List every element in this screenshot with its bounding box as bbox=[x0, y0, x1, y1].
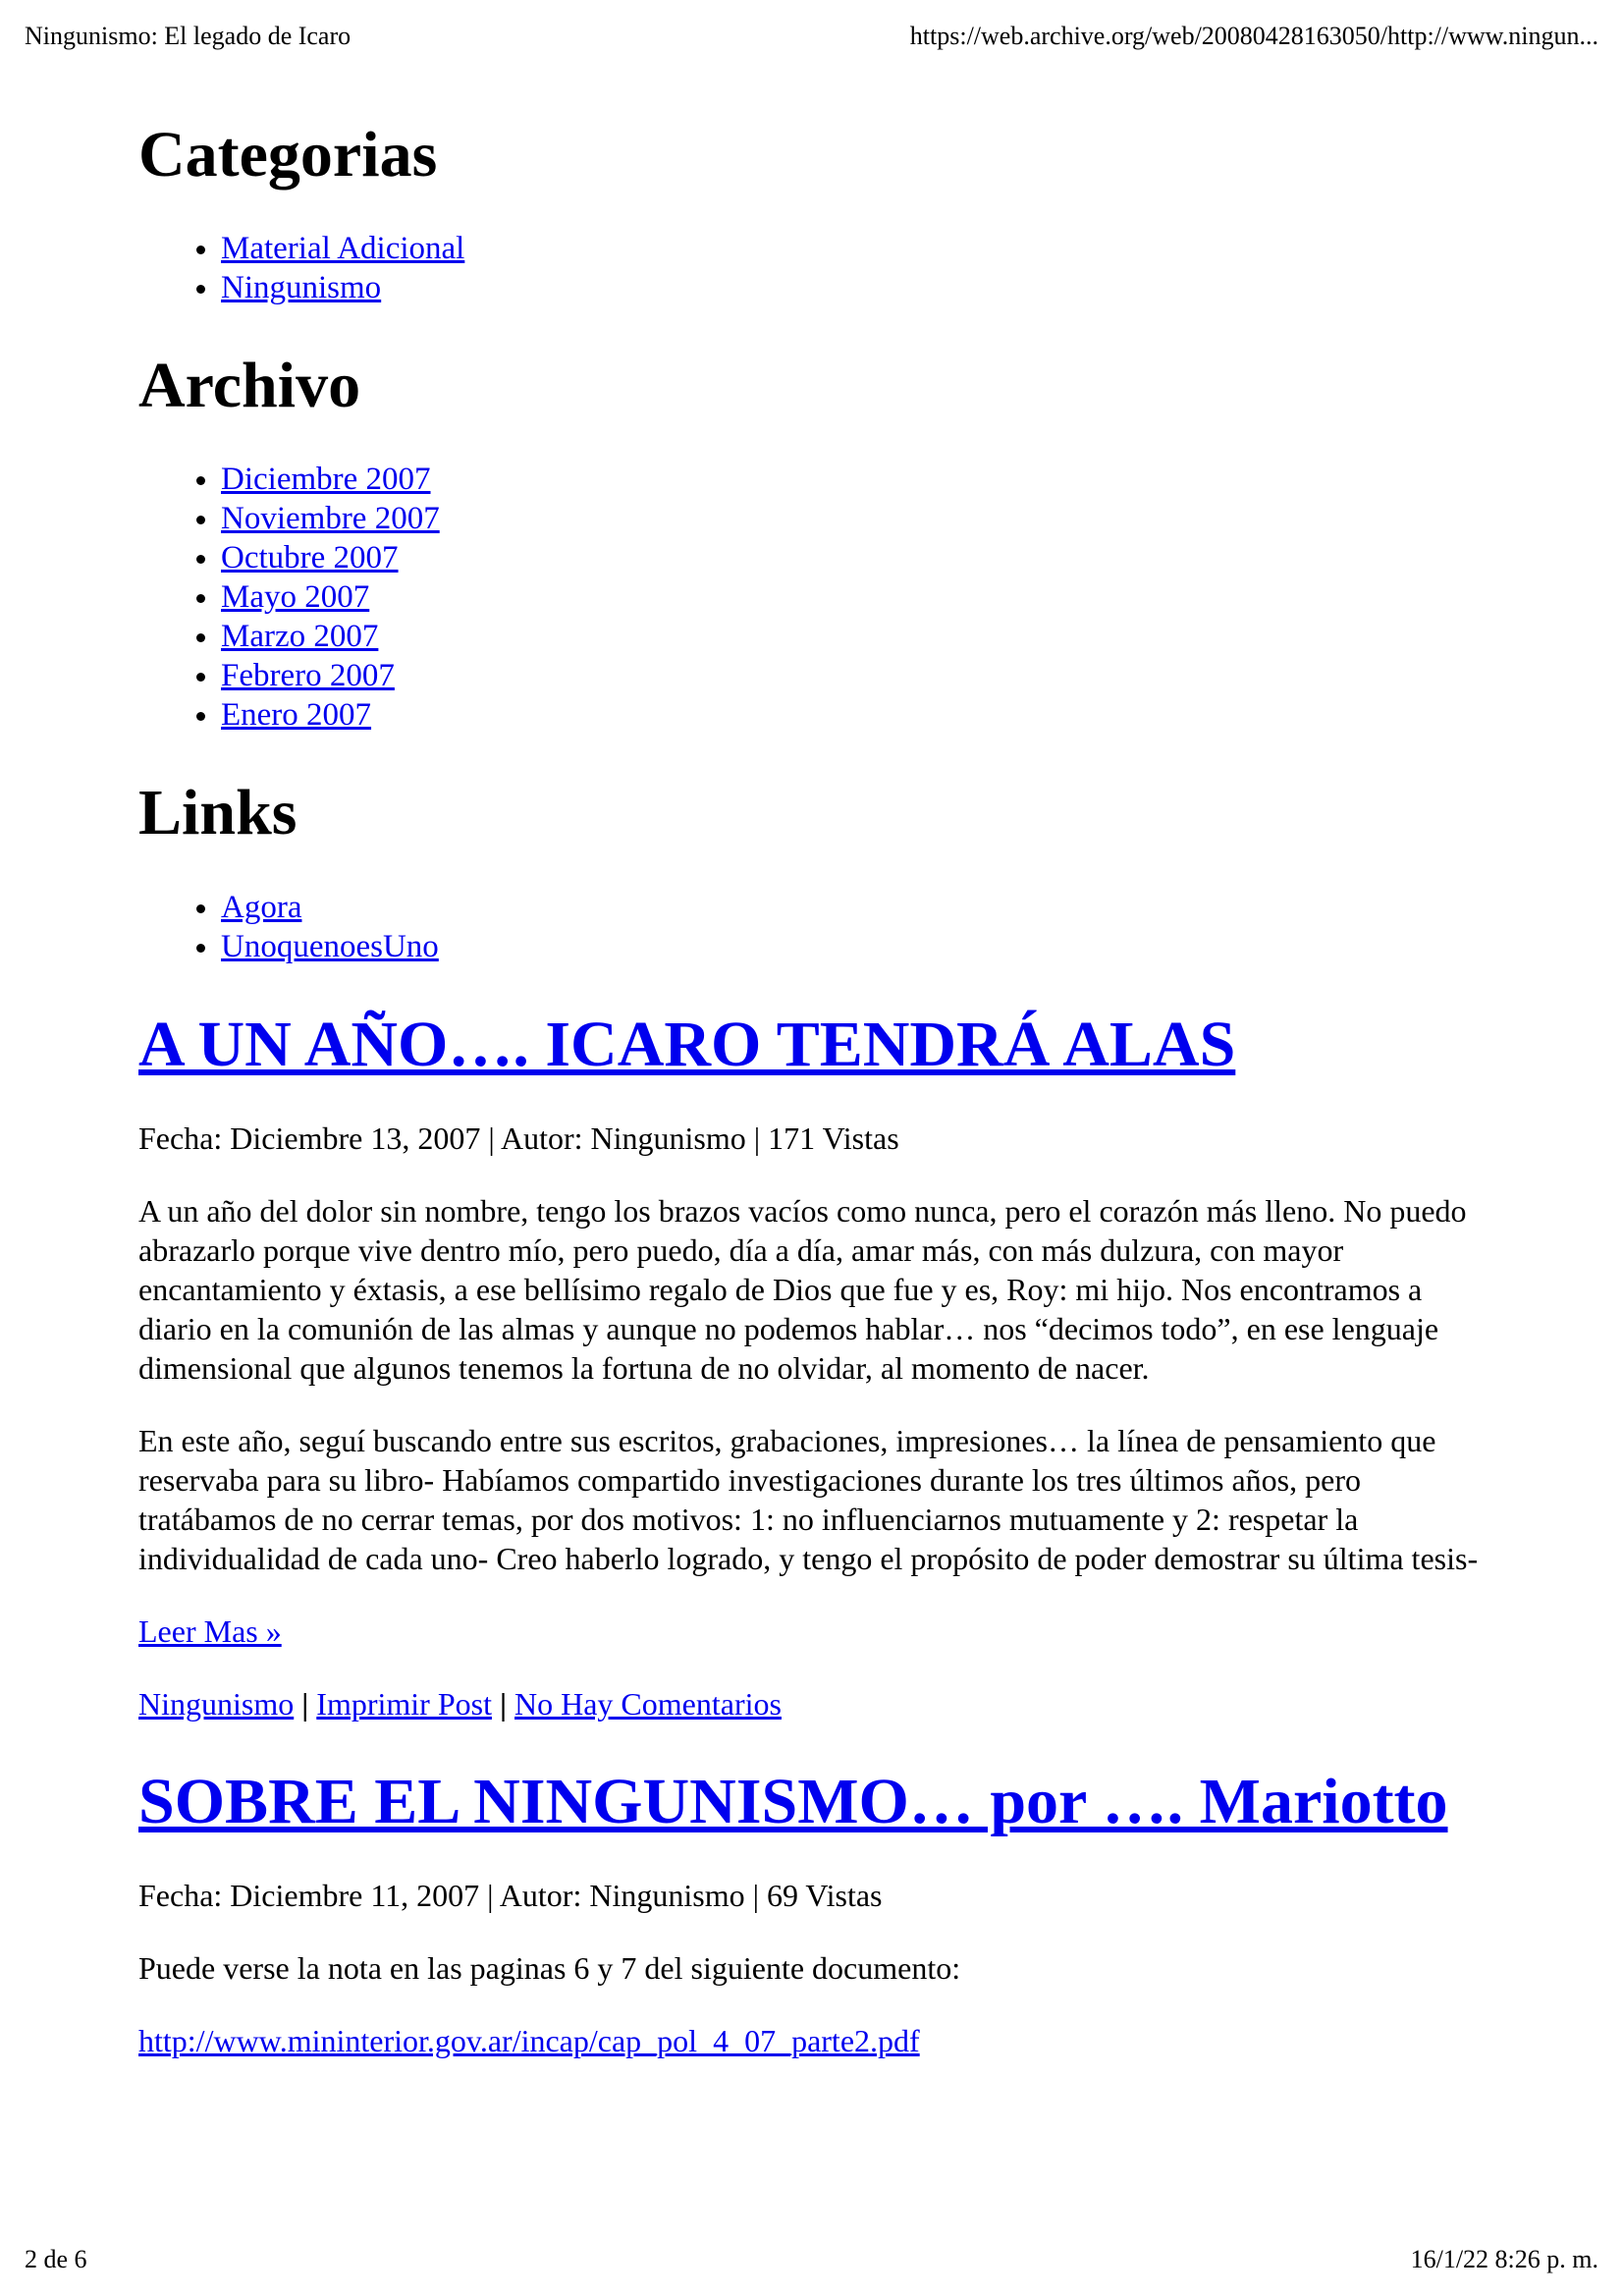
post-title bbox=[138, 1763, 1493, 1840]
list-item bbox=[221, 577, 1493, 617]
links-list bbox=[138, 888, 1493, 966]
archive-link-marzo-2007[interactable]: Marzo 2007 bbox=[221, 619, 379, 655]
post-category-link[interactable]: Ningunismo bbox=[138, 1685, 295, 1722]
list-item bbox=[221, 229, 1493, 268]
post-title-link[interactable]: A UN AÑO…. ICARO TENDRÁ ALAS bbox=[138, 1008, 1236, 1080]
categories-title: Categorias bbox=[138, 119, 438, 191]
print-header-url: https://web.archive.org/web/20080428163050/http://www.ningun... bbox=[909, 22, 1598, 50]
list-item bbox=[221, 460, 1493, 499]
links-title: Links bbox=[138, 777, 298, 849]
print-header-title: Ningunismo: El legado de Icaro bbox=[25, 22, 352, 50]
archive-link-enero-2007[interactable]: Enero 2007 bbox=[221, 697, 372, 734]
link-unoquenoesuno[interactable]: UnoquenoesUno bbox=[221, 928, 439, 964]
print-header bbox=[25, 22, 1598, 51]
read-more-paragraph bbox=[138, 1612, 1493, 1651]
archive-list bbox=[138, 460, 1493, 735]
doc-link-paragraph bbox=[138, 2021, 1493, 2060]
post-title-link[interactable]: SOBRE EL NINGUNISMO… por …. Mariotto bbox=[138, 1765, 1448, 1837]
comments-link[interactable]: No Hay Comentarios bbox=[514, 1685, 782, 1722]
post-body bbox=[138, 1948, 1493, 2060]
document-link[interactable]: http://www.mininterior.gov.ar/incap/cap_pol_4_07_parte2.pdf bbox=[138, 2022, 920, 2058]
list-item bbox=[221, 927, 1493, 966]
print-post-link[interactable]: Imprimir Post bbox=[316, 1685, 492, 1722]
archive-link-noviembre-2007[interactable]: Noviembre 2007 bbox=[221, 501, 440, 537]
post-paragraph: A un año del dolor sin nombre, tengo los brazos vacíos como nunca, pero el corazón más lleno. No puedo abrazarlo porque vive dentro mío, pero puedo, día a día, amar más, con más dulzura, con mayor encantamiento y éxtasis, a ese bellísimo regalo de Dios que fue y es, Roy: mi hijo. Nos encontramos a diario en la comunión de las almas y aunque no podemos hablar… nos “decimos todo”, en ese lenguaje dimensional que algunos tenemos la fortuna de no olvidar, al momento de nacer. bbox=[138, 1192, 1467, 1386]
post-body bbox=[138, 1191, 1493, 1651]
post-paragraph: Puede verse la nota en las paginas 6 y 7 del siguiente documento: bbox=[138, 1949, 961, 1986]
archive-title: Archivo bbox=[138, 350, 361, 422]
list-item bbox=[221, 617, 1493, 656]
archive-link-octubre-2007[interactable]: Octubre 2007 bbox=[221, 540, 399, 576]
archive-link-febrero-2007[interactable]: Febrero 2007 bbox=[221, 658, 395, 694]
post-meta: Fecha: Diciembre 13, 2007 | Autor: Ningunismo | 171 Vistas bbox=[138, 1120, 899, 1156]
post-1 bbox=[138, 1006, 1493, 1723]
read-more-link[interactable]: Leer Mas » bbox=[138, 1613, 282, 1649]
archive-link-mayo-2007[interactable]: Mayo 2007 bbox=[221, 579, 370, 616]
list-item bbox=[221, 499, 1493, 538]
archive-link-diciembre-2007[interactable]: Diciembre 2007 bbox=[221, 462, 431, 498]
print-footer bbox=[25, 2245, 1598, 2274]
post-links bbox=[138, 1684, 1493, 1723]
list-item bbox=[221, 268, 1493, 307]
link-agora[interactable]: Agora bbox=[221, 889, 302, 925]
post-paragraph: En este año, seguí buscando entre sus escritos, grabaciones, impresiones… la línea de pensamiento que reservaba para su libro- Habíamos compartido investigaciones durante los tres últimos años, pero tratábamos de no cerrar temas, por dos motivos: 1: no influenciarnos mutuamente y 2: respetar la individualidad de cada uno- Creo haberlo logrado, y tengo el propósito de poder demostrar su última tesis- bbox=[138, 1422, 1479, 1576]
list-item bbox=[221, 695, 1493, 735]
categories-list bbox=[138, 229, 1493, 307]
list-item bbox=[221, 656, 1493, 695]
print-datetime: 16/1/22 8:26 p. m. bbox=[1410, 2245, 1598, 2273]
page-content bbox=[138, 116, 1493, 2094]
category-link-ningunismo[interactable]: Ningunismo bbox=[221, 270, 382, 306]
separator: | bbox=[301, 1685, 309, 1722]
list-item bbox=[221, 538, 1493, 577]
page-number: 2 de 6 bbox=[25, 2245, 87, 2273]
post-title bbox=[138, 1006, 1493, 1083]
post-meta: Fecha: Diciembre 11, 2007 | Autor: Ningunismo | 69 Vistas bbox=[138, 1877, 883, 1913]
list-item bbox=[221, 888, 1493, 927]
post-2 bbox=[138, 1763, 1493, 2060]
category-link-material-adicional[interactable]: Material Adicional bbox=[221, 231, 465, 267]
separator: | bbox=[499, 1685, 507, 1722]
